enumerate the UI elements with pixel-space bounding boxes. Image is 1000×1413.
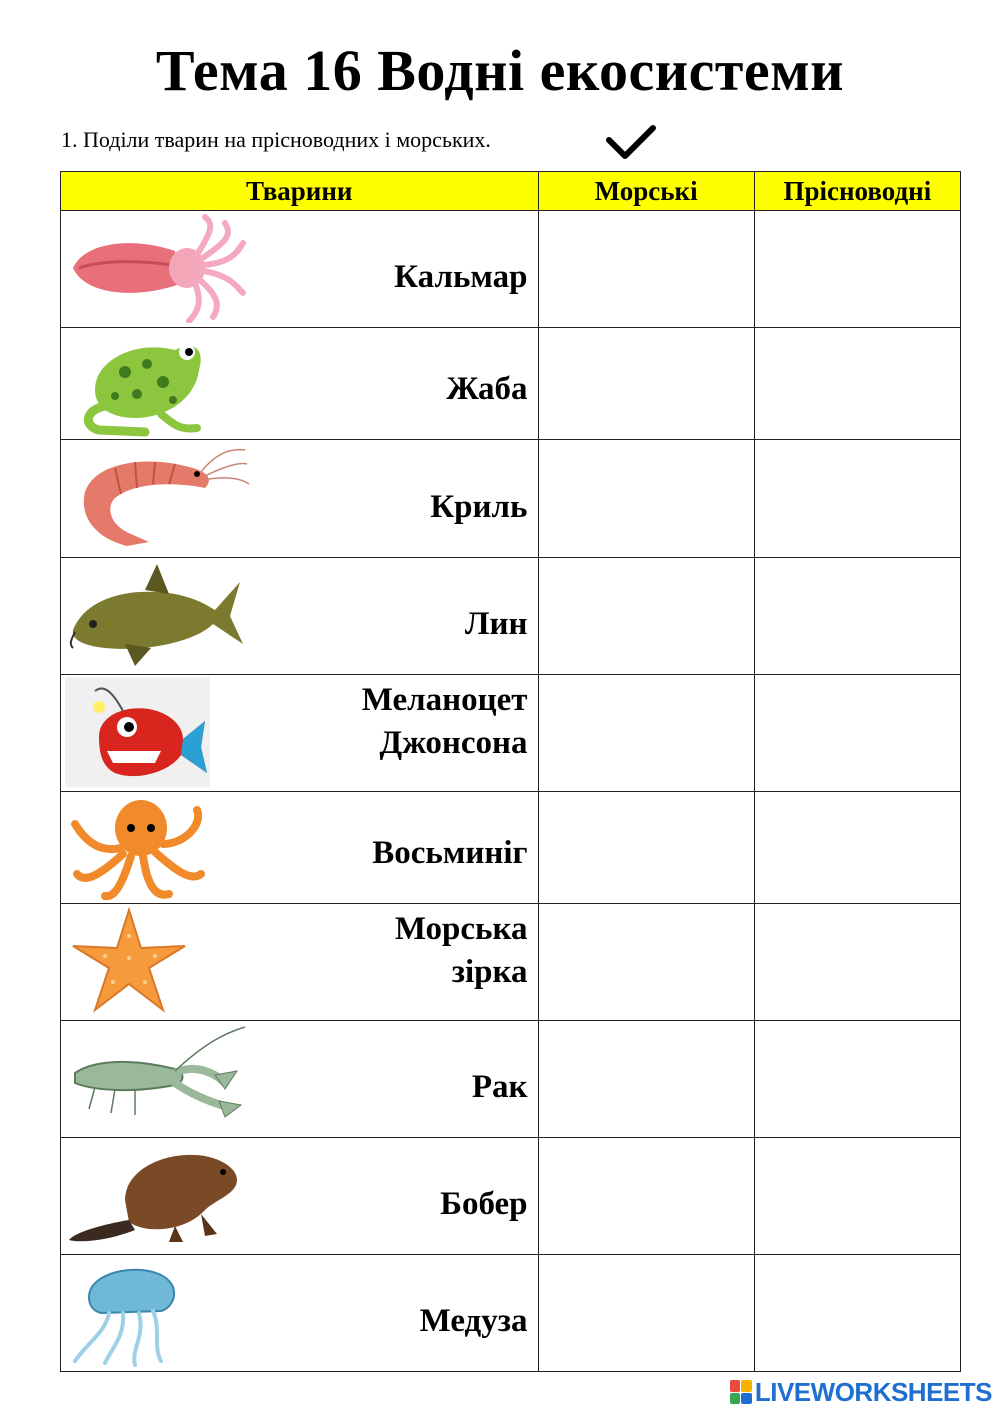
animal-cell <box>61 792 539 904</box>
marine-answer-cell[interactable] <box>538 1138 754 1255</box>
freshwater-answer-cell[interactable] <box>754 211 960 328</box>
table-row <box>61 904 961 1021</box>
animal-name-line1: Морська <box>394 911 528 947</box>
animal-name: Восьминіг <box>372 835 528 871</box>
freshwater-answer-cell[interactable] <box>754 1138 960 1255</box>
anglerfish-icon <box>65 677 250 787</box>
animal-cell <box>61 904 539 1021</box>
table-header-row <box>61 172 961 211</box>
animal-cell <box>61 211 539 328</box>
animal-name: Кальмар <box>394 259 528 295</box>
animal-name: Жаба <box>446 371 528 407</box>
header-animals: Тварини <box>61 172 539 211</box>
table-row <box>61 1021 961 1138</box>
tench-fish-icon <box>65 560 250 670</box>
table-row <box>61 328 961 440</box>
freshwater-answer-cell[interactable] <box>754 328 960 440</box>
animal-cell <box>61 558 539 675</box>
marine-answer-cell[interactable] <box>538 904 754 1021</box>
marine-answer-cell[interactable] <box>538 1021 754 1138</box>
animal-cell <box>61 1255 539 1372</box>
marine-answer-cell[interactable] <box>538 211 754 328</box>
table-row <box>61 1255 961 1372</box>
marine-answer-cell[interactable] <box>538 792 754 904</box>
animal-name: Рак <box>471 1069 528 1105</box>
table-row <box>61 675 961 792</box>
marine-answer-cell[interactable] <box>538 440 754 558</box>
freshwater-answer-cell[interactable] <box>754 675 960 792</box>
checkmark-icon <box>605 124 657 162</box>
animal-name: Бобер <box>440 1186 528 1222</box>
shrimp-icon <box>65 442 250 552</box>
animal-name-line2: Джонсона <box>379 725 528 761</box>
table-row <box>61 440 961 558</box>
table-row <box>61 792 961 904</box>
marine-answer-cell[interactable] <box>538 675 754 792</box>
table-row <box>61 211 961 328</box>
marine-answer-cell[interactable] <box>538 558 754 675</box>
freshwater-answer-cell[interactable] <box>754 1255 960 1372</box>
animal-name-line1: Меланоцет <box>361 682 528 718</box>
liveworksheets-logo-icon <box>730 1380 752 1404</box>
marine-answer-cell[interactable] <box>538 1255 754 1372</box>
freshwater-answer-cell[interactable] <box>754 440 960 558</box>
table-row <box>61 558 961 675</box>
marine-answer-cell[interactable] <box>538 328 754 440</box>
animal-cell <box>61 675 539 792</box>
header-freshwater: Прісноводні <box>754 172 960 211</box>
animal-name <box>228 908 528 994</box>
freshwater-answer-cell[interactable] <box>754 558 960 675</box>
table-row <box>61 1138 961 1255</box>
freshwater-answer-cell[interactable] <box>754 792 960 904</box>
instruction-text: 1. Поділи тварин на прісноводних і морських. <box>61 127 491 152</box>
liveworksheets-brand[interactable] <box>730 1377 992 1407</box>
starfish-icon <box>65 906 250 1016</box>
sorting-table <box>60 171 961 1372</box>
page-title: Тема 16 Водні екосистеми <box>155 38 845 103</box>
freshwater-answer-cell[interactable] <box>754 1021 960 1138</box>
header-marine: Морські <box>538 172 754 211</box>
animal-cell <box>61 1021 539 1138</box>
beaver-icon <box>65 1140 250 1250</box>
animal-name: Криль <box>430 489 528 525</box>
animal-name-line2: зірка <box>451 954 528 990</box>
squid-icon <box>65 213 250 323</box>
crayfish-icon <box>65 1023 250 1133</box>
animal-cell <box>61 440 539 558</box>
octopus-icon <box>65 794 250 904</box>
jellyfish-icon <box>65 1257 250 1367</box>
animal-cell <box>61 1138 539 1255</box>
brand-text: LIVEWORKSHEETS <box>754 1376 992 1407</box>
animal-cell <box>61 328 539 440</box>
animal-name: Медуза <box>419 1303 528 1339</box>
freshwater-answer-cell[interactable] <box>754 904 960 1021</box>
animal-name <box>228 679 528 765</box>
animal-name: Лин <box>464 606 528 642</box>
frog-icon <box>65 330 250 440</box>
